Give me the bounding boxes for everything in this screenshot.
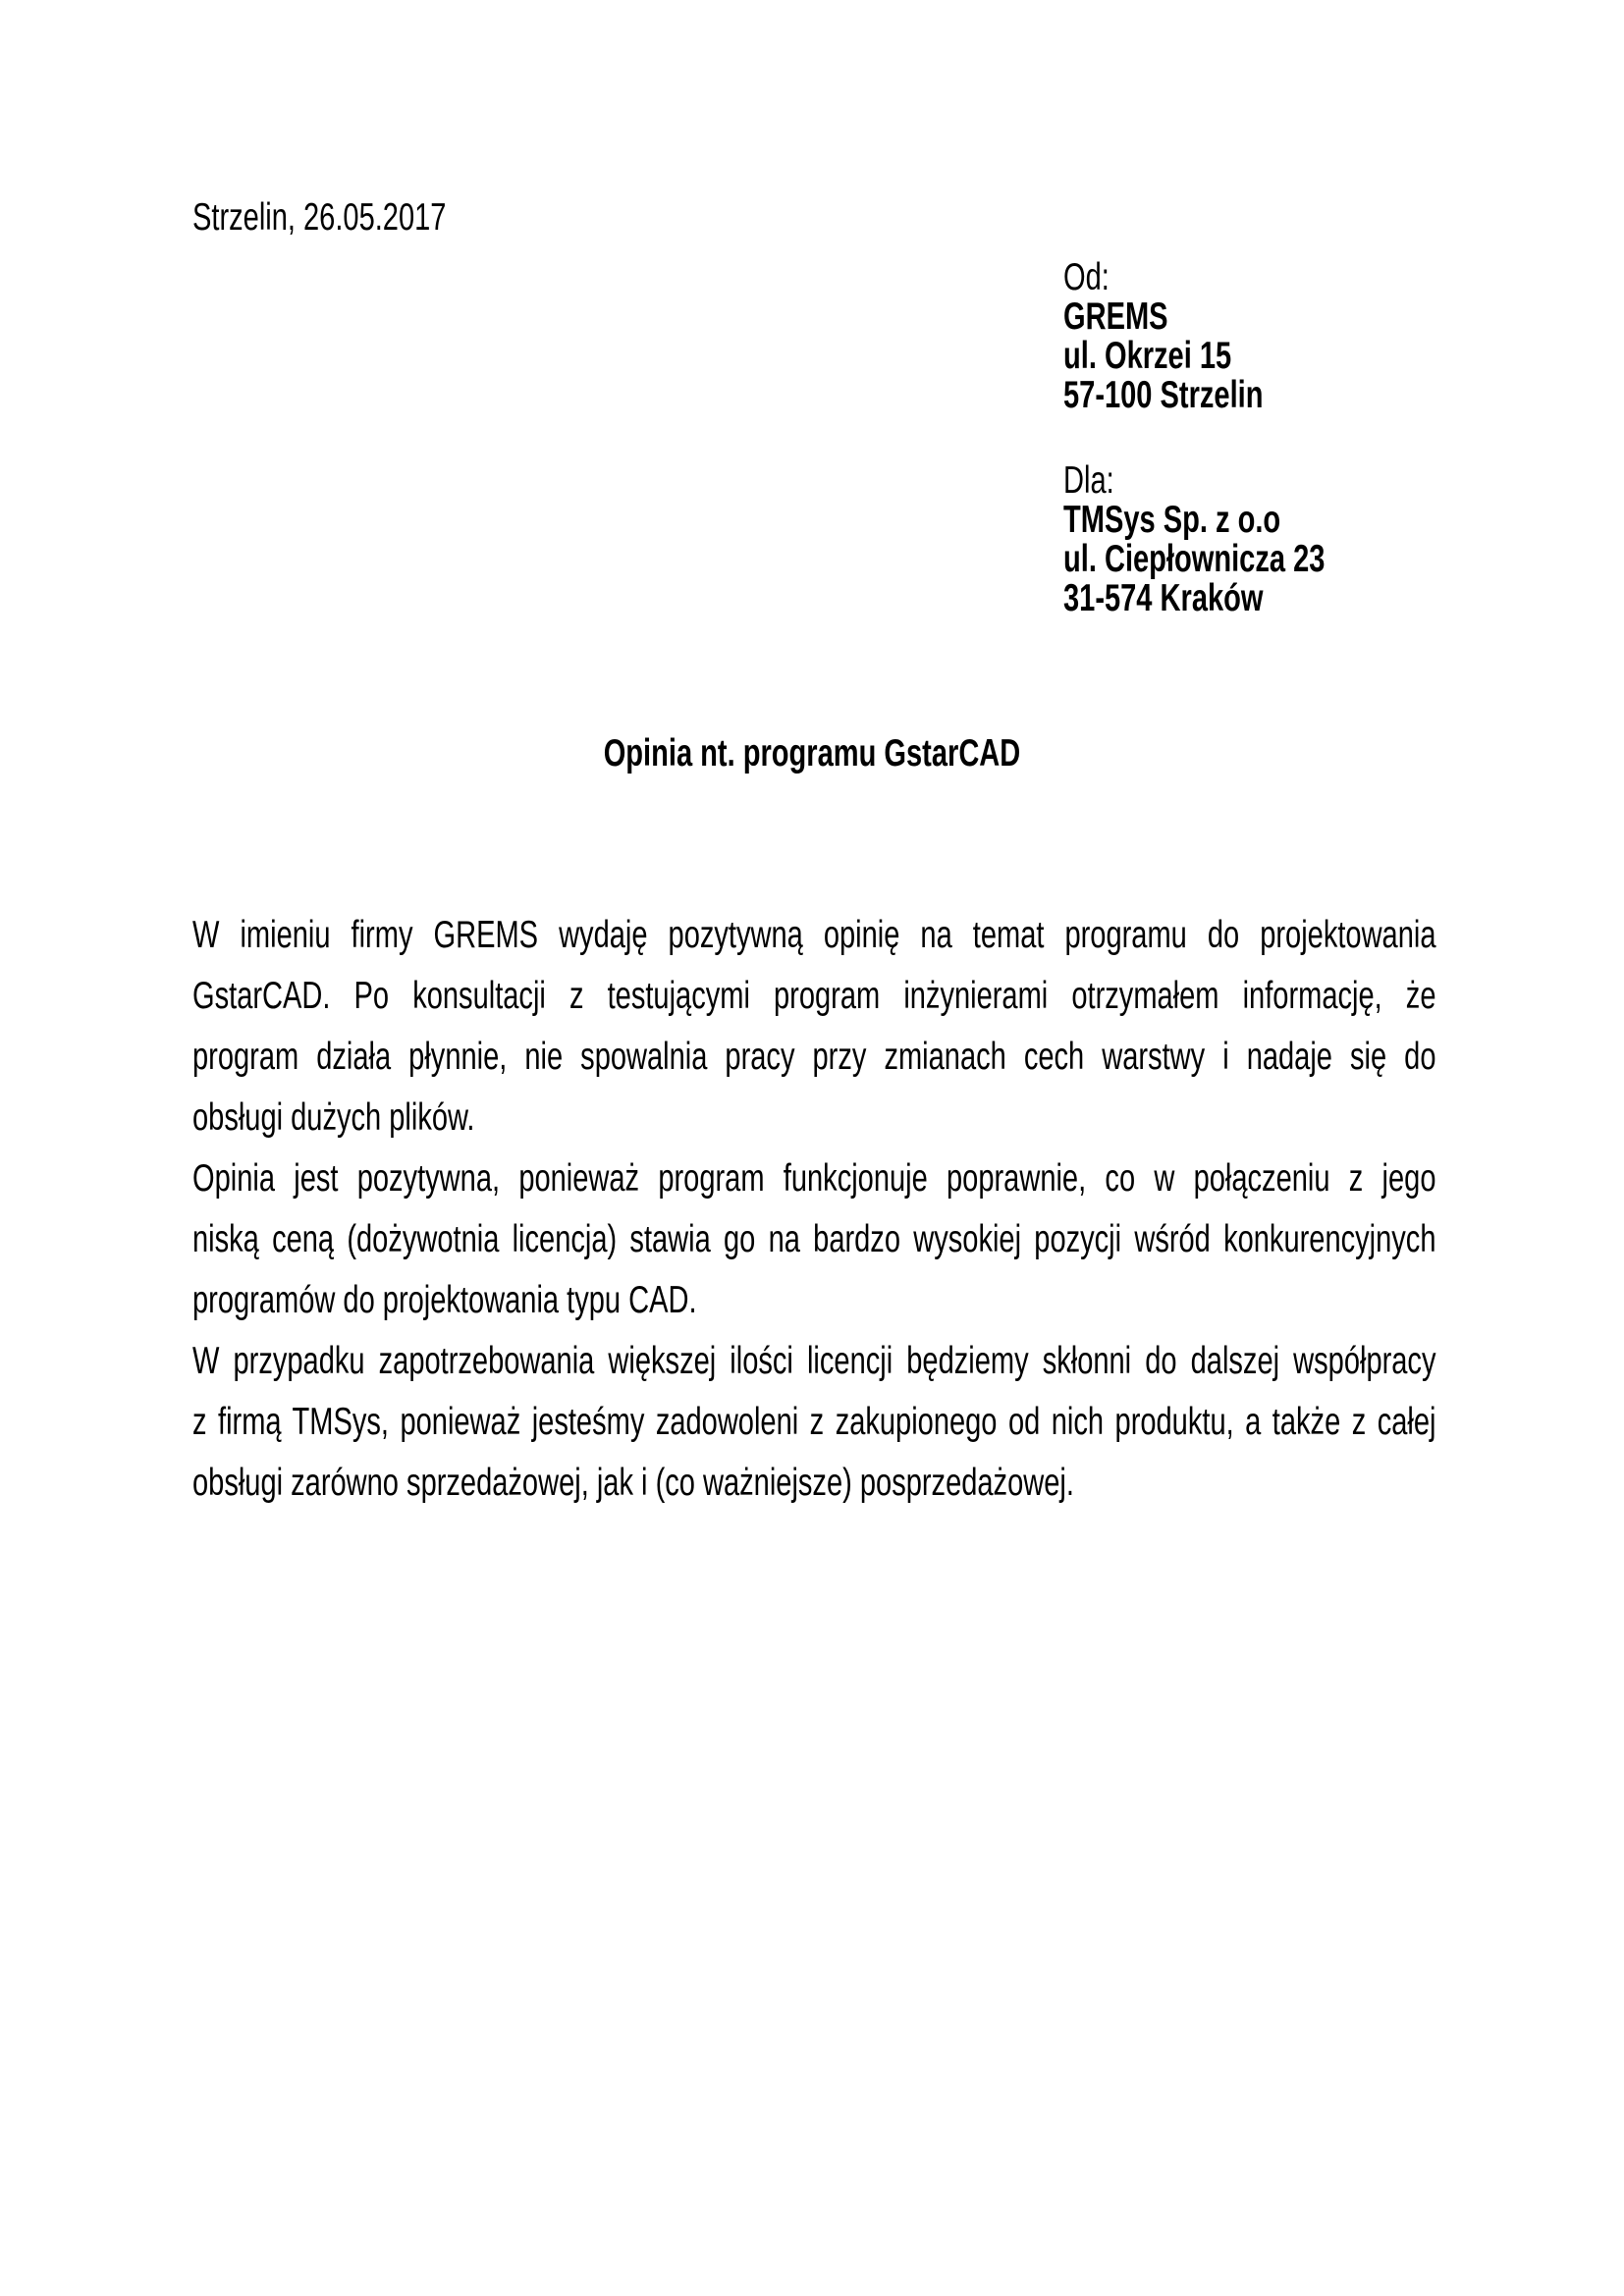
body-line: programów do projektowania typu CAD. (192, 1279, 697, 1321)
sender-city: 57-100 Strzelin (1063, 374, 1264, 416)
sender-name: GREMS (1063, 295, 1168, 338)
recipient-label: Dla: (1063, 459, 1114, 502)
body-line: Opinia jest pozytywna, ponieważ program funkcjonuje poprawnie, co w połączeniu z jego (192, 1157, 1436, 1200)
body-line: niską ceną (dożywotnia licencja) stawia go na bardzo wysokiej pozycji wśród konkurencyjnych (192, 1218, 1436, 1260)
recipient-city: 31-574 Kraków (1063, 577, 1264, 619)
sender-block (1063, 258, 1619, 415)
paragraph-3 (192, 1331, 1436, 1514)
recipient-block (1063, 461, 1619, 618)
body-line: W przypadku zapotrzebowania większej ilości licencji będziemy skłonni do dalszej współpracy (192, 1340, 1436, 1382)
letter-title: Opinia nt. programu GstarCAD (603, 732, 1021, 774)
paragraph-1 (192, 905, 1436, 1148)
date-line: Strzelin, 26.05.2017 (192, 196, 447, 239)
sender-street: ul. Okrzei 15 (1063, 335, 1232, 377)
paragraph-2 (192, 1148, 1436, 1331)
body-line: z firmą TMSys, ponieważ jesteśmy zadowoleni z zakupionego od nich produktu, a także z całej (192, 1401, 1436, 1443)
body-line: program działa płynnie, nie spowalnia pracy przy zmianach cech warstwy i nadaje się do (192, 1036, 1436, 1078)
letter-body (192, 905, 1436, 1514)
body-line: W imieniu firmy GREMS wydaję pozytywną opinię na temat programu do projektowania (192, 914, 1436, 956)
sender-label: Od: (1063, 256, 1110, 298)
body-line: obsługi dużych plików. (192, 1096, 475, 1139)
body-line: obsługi zarówno sprzedażowej, jak i (co ważniejsze) posprzedażowej. (192, 1462, 1074, 1504)
recipient-street: ul. Ciepłownicza 23 (1063, 538, 1326, 580)
body-line: GstarCAD. Po konsultacji z testującymi program inżynierami otrzymałem informację, że (192, 975, 1436, 1017)
recipient-name: TMSys Sp. z o.o (1063, 499, 1281, 541)
